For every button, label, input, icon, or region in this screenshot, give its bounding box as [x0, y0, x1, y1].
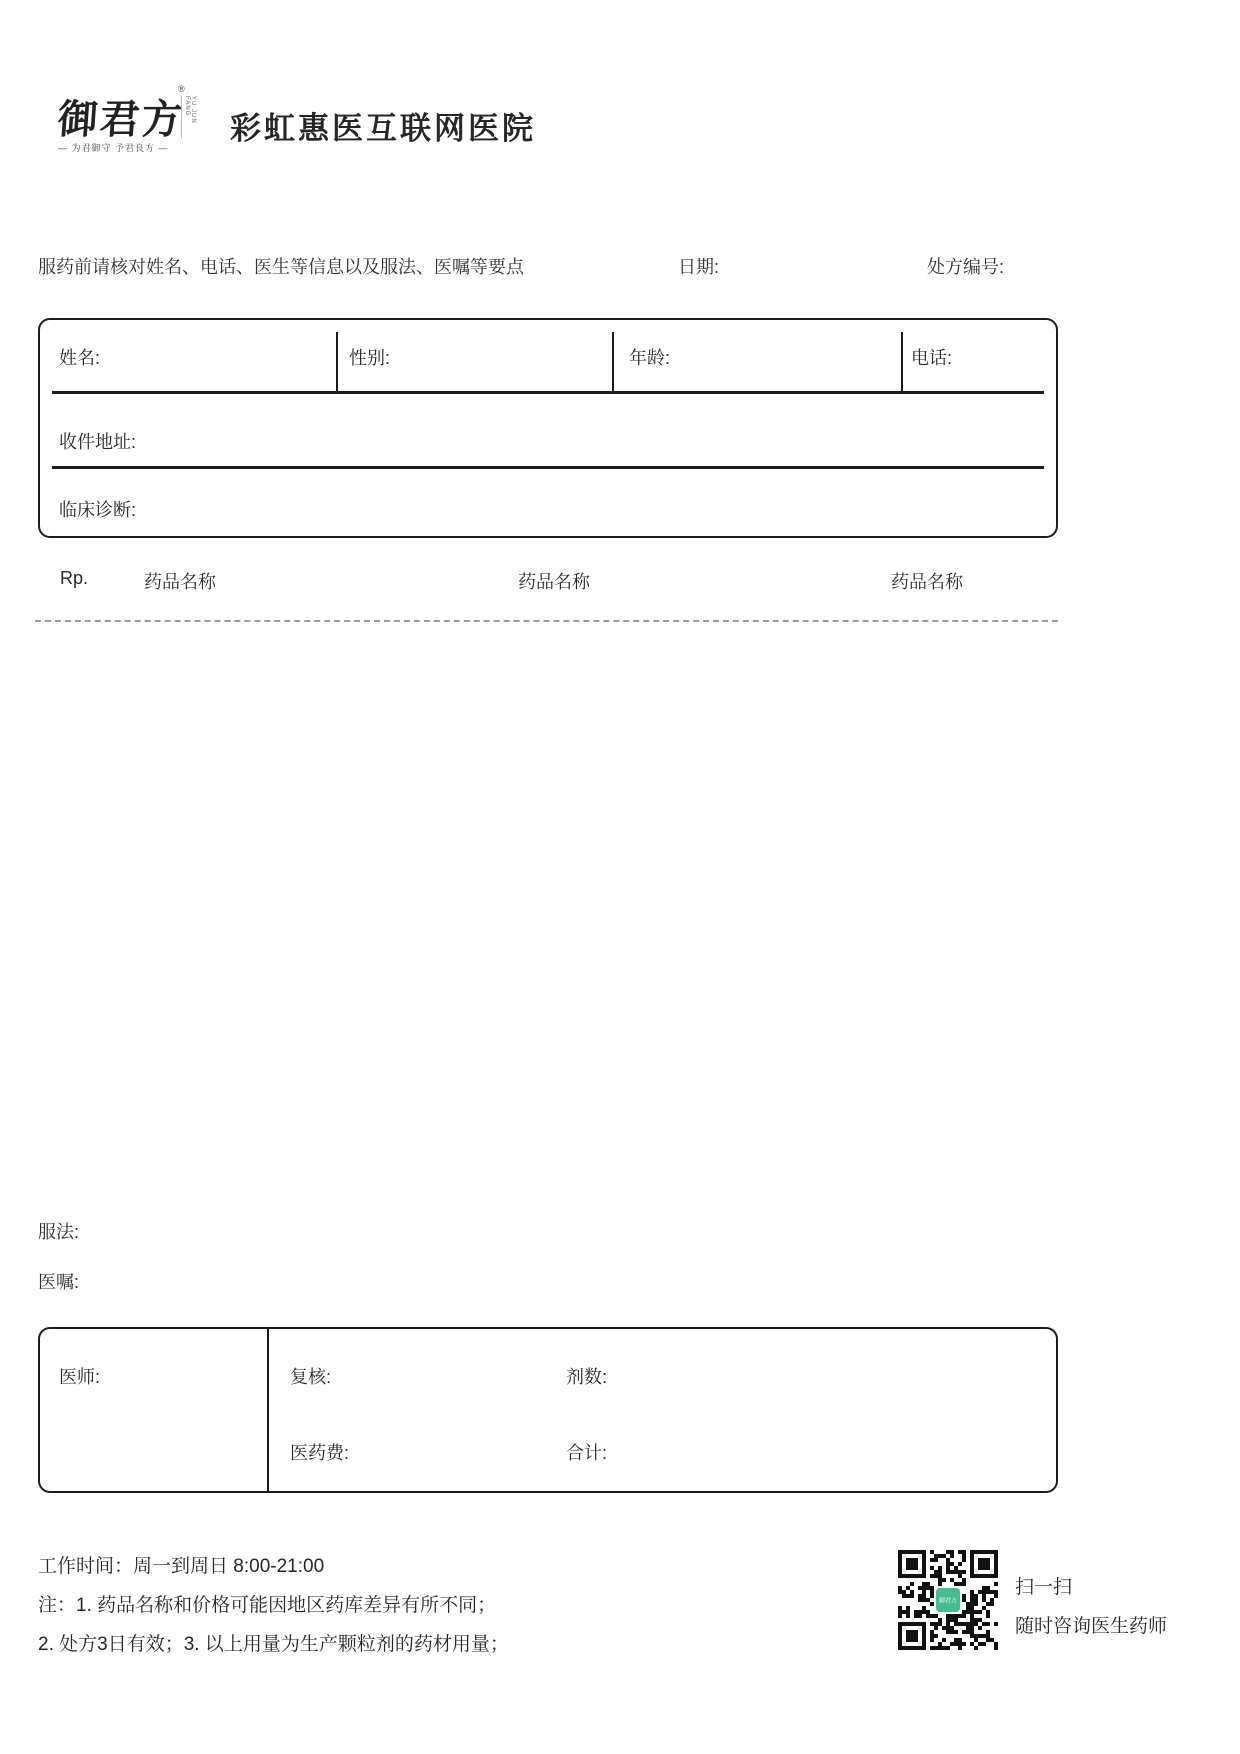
total-field-label: 合计: [566, 1443, 608, 1463]
column-divider [267, 1329, 269, 1491]
signoff-box [38, 1327, 1058, 1493]
review-field-label: 复核: [290, 1367, 332, 1387]
logo-text: 御君方 [56, 96, 186, 143]
fee-field-label: 医药费: [290, 1443, 350, 1463]
patient-info-box [38, 318, 1058, 538]
registered-trademark-icon: ® [178, 84, 185, 94]
drug-column-header: 药品名称 [144, 572, 216, 592]
age-field-label: 年龄: [629, 348, 671, 368]
dashed-separator [35, 620, 1058, 622]
page-title-hospital-name: 彩虹惠医互联网医院 [230, 111, 536, 146]
working-hours: 工作时间：周一到周日 8:00-21:00 [38, 1556, 325, 1577]
date-field-label: 日期: [678, 257, 720, 277]
qr-scan-label: 扫一扫 [1015, 1577, 1073, 1598]
logo-tagline: — 为君御守 予君良方 — [58, 143, 169, 153]
advice-field-label: 医嘱: [38, 1272, 80, 1292]
usage-field-label: 服法: [38, 1222, 80, 1242]
qr-code [898, 1550, 998, 1650]
column-divider [901, 332, 903, 391]
name-field-label: 姓名: [59, 348, 101, 368]
svg-text:御君方: 御君方 [938, 1598, 958, 1605]
physician-field-label: 医师: [59, 1367, 101, 1387]
address-field-label: 收件地址: [59, 432, 137, 452]
rp-label: Rp. [60, 568, 89, 588]
verification-notice: 服药前请核对姓名、电话、医生等信息以及服法、医嘱等要点 [38, 257, 524, 277]
gender-field-label: 性别: [349, 348, 391, 368]
diagnosis-field-label: 临床诊断: [59, 500, 137, 520]
column-divider [336, 332, 338, 391]
qr-description-label: 随时咨询医生药师 [1015, 1616, 1168, 1637]
note-line-2: 2. 处方3日有效；3. 以上用量为生产颗粒剂的药材用量； [38, 1634, 509, 1655]
row-divider [52, 466, 1044, 469]
row-divider [52, 391, 1044, 394]
drug-column-header: 药品名称 [891, 572, 963, 592]
logo-vertical-text: YU JUN FANG [181, 96, 196, 138]
drug-column-header: 药品名称 [518, 572, 590, 592]
doses-field-label: 剂数: [566, 1367, 608, 1387]
rx-number-field-label: 处方编号: [927, 257, 1005, 277]
phone-field-label: 电话: [911, 348, 953, 368]
column-divider [612, 332, 614, 391]
note-line-1: 注：1. 药品名称和价格可能因地区药库差异有所不同； [38, 1595, 497, 1616]
